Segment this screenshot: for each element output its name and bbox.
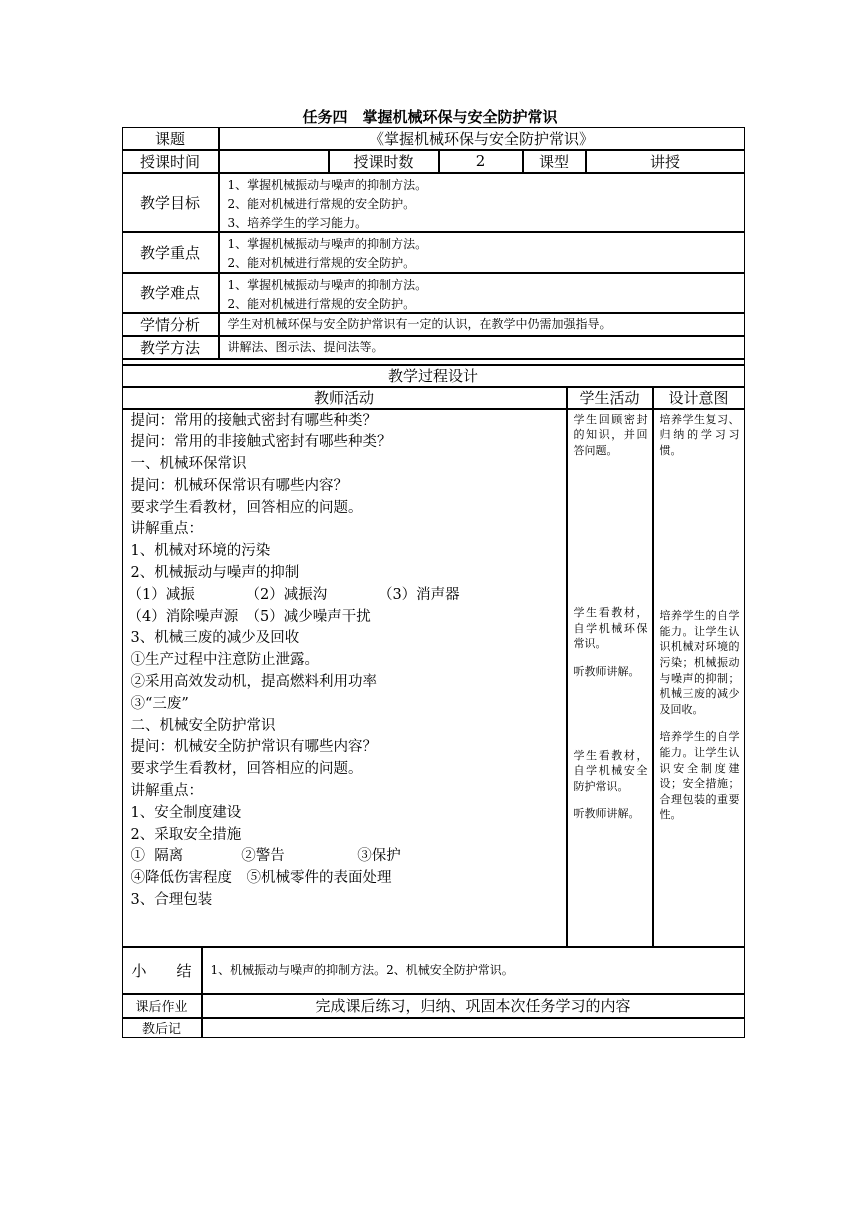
teacher-line: 讲解重点： <box>130 521 203 538</box>
col-teacher-header: 教师活动 <box>122 387 567 409</box>
key-point-item: 1、掌握机械振动与噪声的抑制方法。 <box>227 236 428 251</box>
teacher-line: 二、机械安全防护常识 <box>130 717 276 734</box>
student-activity <box>567 409 653 947</box>
teacher-line: 提问：常用的接触式密封有哪些种类？ <box>130 412 377 429</box>
methods-value: 讲解法、图示法、提问法等。 <box>219 336 745 359</box>
homework-label: 课后作业 <box>122 994 202 1018</box>
difficulties-content <box>219 273 745 313</box>
col-student-header: 学生活动 <box>567 387 653 409</box>
objectives-content <box>219 173 745 232</box>
teacher-line: 提问：机械安全防护常识有哪些内容？ <box>130 739 377 756</box>
intent-note: 培养学生的自学能力。让学生认识安全制度建设；安全措施；合理包装的重要性。 <box>659 730 740 822</box>
design-intent <box>653 409 745 947</box>
teacher-line: 2、机械振动与噪声的抑制 <box>130 565 300 582</box>
teacher-line: 要求学生看教材，回答相应的问题。 <box>130 499 363 516</box>
col-intent-header: 设计意图 <box>653 387 745 409</box>
teacher-line: 提问：机械环保常识有哪些内容？ <box>130 477 348 494</box>
objective-item: 2、能对机械进行常规的安全防护。 <box>227 196 416 211</box>
objective-item: 1、掌握机械振动与噪声的抑制方法。 <box>227 177 428 192</box>
time-value <box>219 150 329 173</box>
student-note: 学生回顾密封的知识，并回答问题。 <box>573 412 648 457</box>
difficulties-label: 教学难点 <box>122 273 219 313</box>
course-value: 《掌握机械环保与安全防护常识》 <box>219 127 745 150</box>
teacher-line: 2、采取安全措施 <box>130 826 242 843</box>
teacher-line: ①生产过程中注意防止泄露。 <box>130 652 319 669</box>
summary-value: 1、机械振动与噪声的抑制方法。2、机械安全防护常识。 <box>202 947 745 994</box>
teacher-line: 3、合理包装 <box>130 892 213 909</box>
student-note: 听教师讲解。 <box>573 665 640 679</box>
difficulty-item: 2、能对机械进行常规的安全防护。 <box>227 296 416 311</box>
teacher-line: 提问：常用的非接触式密封有哪些种类？ <box>130 434 392 451</box>
teacher-line: 1、安全制度建设 <box>130 804 242 821</box>
difficulty-item: 1、掌握机械振动与噪声的抑制方法。 <box>227 277 428 292</box>
intent-note: 培养学生复习、归纳的学习习惯。 <box>659 412 740 457</box>
objectives-label: 教学目标 <box>122 173 219 232</box>
summary-label: 小 结 <box>122 947 202 994</box>
key-points-content <box>219 232 745 273</box>
teacher-line: （1）减振 （2）减振沟 （3）消声器 <box>127 586 460 603</box>
teacher-line: 讲解重点： <box>130 783 203 800</box>
hours-label: 授课时数 <box>329 150 439 173</box>
teacher-line: 1、机械对环境的污染 <box>130 543 271 560</box>
time-label: 授课时间 <box>122 150 219 173</box>
analysis-label: 学情分析 <box>122 313 219 336</box>
student-note: 学生看教材，自学机械环保常识。 <box>573 606 648 651</box>
notes-label: 教后记 <box>122 1018 202 1038</box>
teacher-line: ① 隔离 ②警告 ③保护 <box>130 848 401 865</box>
student-note: 听教师讲解。 <box>573 807 640 821</box>
notes-value <box>202 1018 745 1038</box>
methods-label: 教学方法 <box>122 336 219 359</box>
objective-item: 3、培养学生的学习能力。 <box>227 215 368 230</box>
process-header: 教学过程设计 <box>122 365 745 387</box>
type-label: 课型 <box>523 150 586 173</box>
teacher-line: 3、机械三废的减少及回收 <box>130 630 300 647</box>
course-label: 课题 <box>122 127 219 150</box>
teacher-activity <box>122 409 567 947</box>
student-note: 学生看教材，自学机械安全防护常识。 <box>573 748 648 793</box>
intent-note: 培养学生的自学能力。让学生认识机械对环境的污染；机械振动与噪声的抑制；机械三废的减少及回收。 <box>659 609 740 716</box>
homework-value: 完成课后练习，归纳、巩固本次任务学习的内容 <box>202 994 745 1018</box>
key-point-item: 2、能对机械进行常规的安全防护。 <box>227 255 416 270</box>
teacher-line: ②采用高效发动机，提高燃料利用功率 <box>130 674 377 691</box>
analysis-value: 学生对机械环保与安全防护常识有一定的认识，在教学中仍需加强指导。 <box>219 313 745 336</box>
teacher-line: 一、机械环保常识 <box>130 456 247 473</box>
key-points-label: 教学重点 <box>122 232 219 273</box>
page-title: 任务四 掌握机械环保与安全防护常识 <box>302 108 558 126</box>
hours-value: 2 <box>439 150 523 173</box>
teacher-line: （4）消除噪声源 （5）减少噪声干扰 <box>127 608 371 625</box>
teacher-line: ④降低伤害程度 ⑤机械零件的表面处理 <box>130 870 392 887</box>
type-value: 讲授 <box>586 150 745 173</box>
teacher-line: 要求学生看教材，回答相应的问题。 <box>130 761 363 778</box>
teacher-line: ③“三废” <box>130 695 189 712</box>
